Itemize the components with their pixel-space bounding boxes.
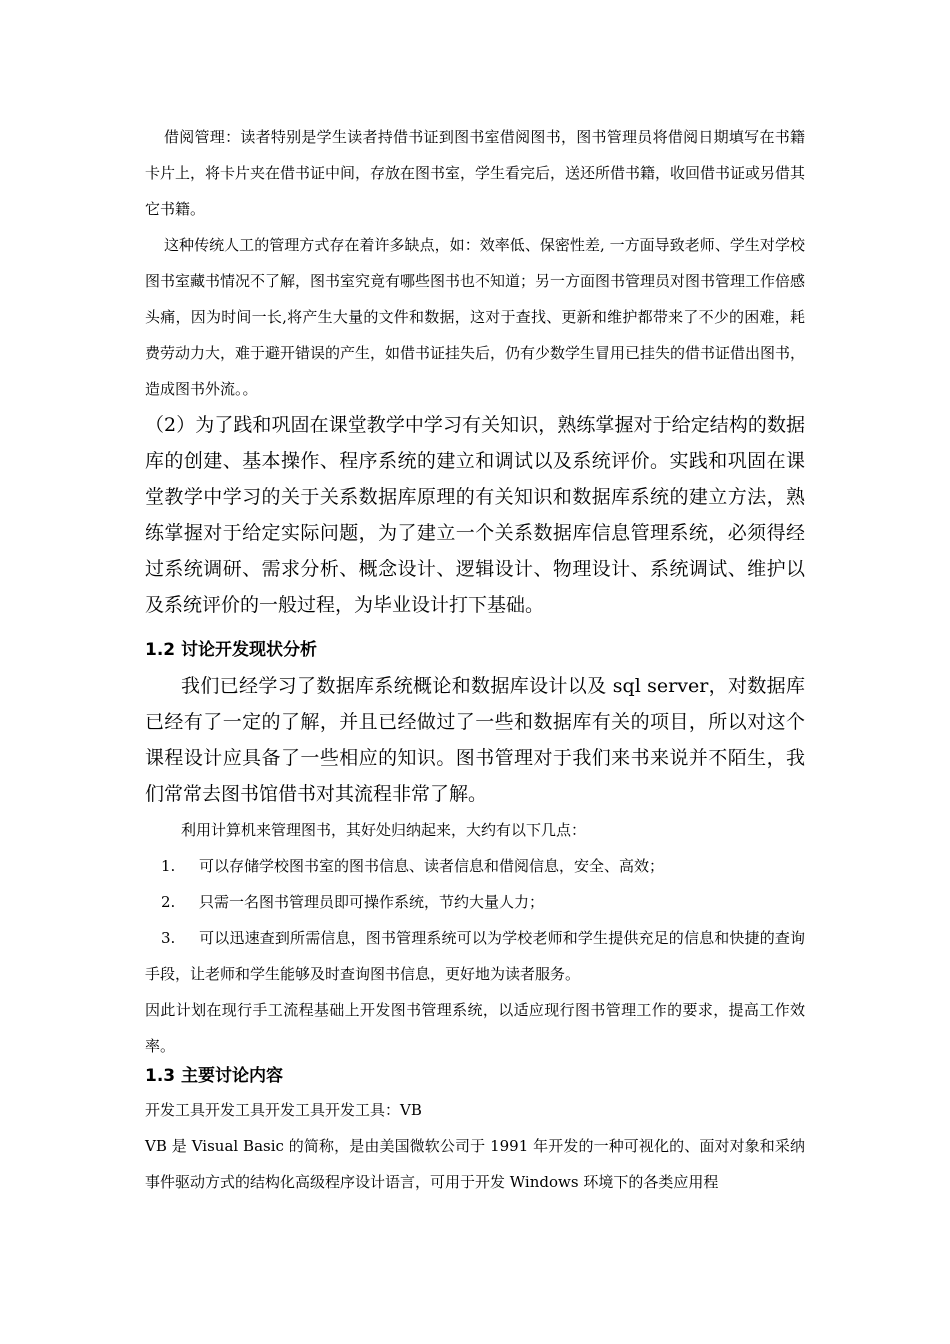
list-number: 3.: [161, 929, 176, 947]
paragraph-prior-knowledge: 我们已经学习了数据库系统概论和数据库设计以及 sql server，对数据库已经有了一定的了解，并且已经做过了一些和数据库有关的项目，所以对这个课程设计应具备了一些相应的知识。图书管理对于我们来书来说并不陌生，我们常常去图书馆借书对其流程非常了解。: [145, 675, 805, 805]
paragraph-dev-tool: 开发工具开发工具开发工具开发工具：VB: [145, 1101, 422, 1119]
paragraph-practice-goals: （2）为了践和巩固在课堂教学中学习有关知识，熟练掌握对于给定结构的数据库的创建、基本操作、程序系统的建立和调试以及系统评价。实践和巩固在课堂教学中学习的关于关系数据库原理的有关知识和数据库系统的建立方法，熟练掌握对于给定实际问题，为了建立一个关系数据库信息管理系统，必须得经过系统调研、需求分析、概念设计、逻辑设计、物理设计、系统调试、维护以及系统评价的一般过程，为毕业设计打下基础。: [145, 414, 805, 616]
section-heading-1-3: 1.3 主要讨论内容: [145, 1066, 284, 1086]
list-text: 只需一名图书管理员即可操作系统，节约大量人力；: [199, 893, 545, 911]
paragraph-traditional-drawbacks: 这种传统人工的管理方式存在着许多缺点，如：效率低、保密性差, 一方面导致老师、学生对学校图书室藏书情况不了解，图书室究竟有哪些图书也不知道；另一方面图书管理员对图书管理工作倍感头痛，因为时间一长,将产生大量的文件和数据，这对于查找、更新和维护都带来了不少的困难，耗费劳动力大，难于避开错误的产生，如借书证挂失后，仍有少数学生冒用已挂失的借书证借出图书，造成图书外流。。: [145, 236, 806, 398]
list-item: [145, 884, 805, 920]
list-text: 可以存储学校图书室的图书信息、读者信息和借阅信息，安全、高效；: [199, 857, 665, 875]
list-item: [145, 848, 805, 884]
section-heading-1-2: 1.2 讨论开发现状分析: [145, 640, 318, 660]
list-text: 可以迅速查到所需信息，图书管理系统可以为学校老师和学生提供充足的信息和快捷的查询手段，让老师和学生能够及时查询图书信息，更好地为读者服务。: [145, 929, 805, 983]
list-number: 2.: [161, 893, 176, 911]
paragraph-vb-intro: VB 是 Visual Basic 的简称，是由美国微软公司于 1991 年开发的一种可视化的、面对对象和采纳事件驱动方式的结构化高级程序设计语言，可用于开发 Windows 环境下的各类应用程: [145, 1137, 805, 1191]
list-number: 1.: [161, 857, 176, 875]
paragraph-plan: 因此计划在现行手工流程基础上开发图书管理系统，以适应现行图书管理工作的要求，提高工作效率。: [145, 1001, 805, 1055]
list-item: [145, 920, 805, 992]
paragraph-borrow-management: 借阅管理：读者特别是学生读者持借书证到图书室借阅图书，图书管理员将借阅日期填写在书籍卡片上，将卡片夹在借书证中间，存放在图书室，学生看完后，送还所借书籍，收回借书证或另借其它书籍。: [145, 128, 806, 218]
paragraph-benefits-intro: 利用计算机来管理图书，其好处归纳起来，大约有以下几点：: [181, 821, 587, 839]
